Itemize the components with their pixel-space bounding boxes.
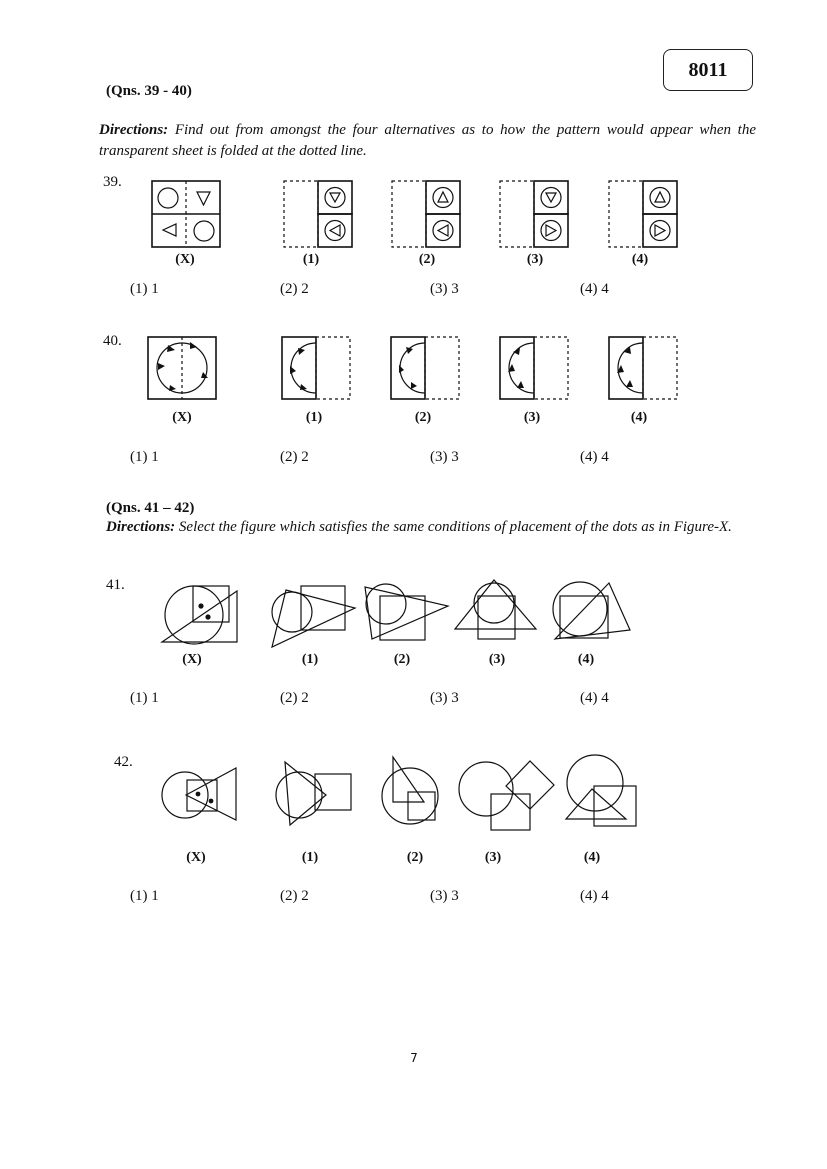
- answer-option-2[interactable]: (2) 2: [280, 888, 309, 904]
- q41-figure-2: [365, 584, 448, 640]
- figure-label: (3): [526, 252, 544, 267]
- figure-label: (3): [484, 850, 502, 865]
- q39-figure-3: [500, 181, 568, 247]
- figure-label: (2): [418, 252, 436, 267]
- answer-option-4[interactable]: (4) 4: [580, 888, 609, 904]
- figure-label: (2): [406, 850, 424, 865]
- figure-label: (3): [523, 410, 541, 425]
- q39-figure-1: [284, 181, 352, 247]
- answer-option-4[interactable]: (4) 4: [580, 449, 609, 465]
- figure-label: (X): [175, 252, 195, 267]
- directions-label: Directions:: [99, 122, 169, 138]
- section-heading-41-42: (Qns. 41 – 42): [106, 500, 195, 516]
- answer-option-1[interactable]: (1) 1: [130, 888, 159, 904]
- q39-figure-x: [152, 181, 220, 247]
- figure-label: (1): [301, 850, 319, 865]
- answer-option-3[interactable]: (3) 3: [430, 281, 459, 297]
- q39-figure-4: [609, 181, 677, 247]
- question-number: 42.: [114, 754, 133, 770]
- q40-figure-3: [500, 337, 568, 399]
- answer-option-4[interactable]: (4) 4: [580, 690, 609, 706]
- q42-figure-3: [459, 761, 554, 830]
- question-number: 41.: [106, 577, 125, 593]
- figure-label: (4): [583, 850, 601, 865]
- answer-option-3[interactable]: (3) 3: [430, 690, 459, 706]
- q42-figure-4: [566, 755, 636, 826]
- figure-label: (1): [302, 252, 320, 267]
- q41-figure-x: [162, 586, 237, 644]
- answer-option-2[interactable]: (2) 2: [280, 281, 309, 297]
- answer-option-1[interactable]: (1) 1: [130, 690, 159, 706]
- section-heading-39-40: (Qns. 39 - 40): [106, 83, 192, 99]
- question-number: 40.: [103, 333, 122, 349]
- q40-figure-2: [391, 337, 459, 399]
- q42-figure-2: [382, 757, 438, 824]
- q42-figure-1: [276, 762, 351, 825]
- q42-figure-x: [162, 768, 236, 820]
- directions-text: Select the figure which satisfies the same conditions of placement of the dots as in Figure-X.: [175, 519, 732, 535]
- figure-label: (X): [172, 410, 192, 425]
- directions-41-42: [106, 517, 756, 538]
- q41-figure-1: [272, 586, 355, 647]
- figure-label: (X): [186, 850, 206, 865]
- figure-label: (1): [305, 410, 323, 425]
- answer-option-4[interactable]: (4) 4: [580, 281, 609, 297]
- q41-figure-3: [455, 580, 536, 639]
- q39-figure-2: [392, 181, 460, 247]
- q41-figure-4: [553, 582, 630, 639]
- directions-label: Directions:: [106, 519, 176, 535]
- figure-label: (3): [488, 652, 506, 667]
- page-number: 7: [410, 1051, 418, 1065]
- directions-text: Find out from amongst the four alternatives as to how the pattern would appear when the transparent sheet is folded at the dotted line.: [99, 122, 756, 159]
- figure-label: (1): [301, 652, 319, 667]
- answer-option-3[interactable]: (3) 3: [430, 888, 459, 904]
- figure-label: (2): [393, 652, 411, 667]
- answer-option-1[interactable]: (1) 1: [130, 281, 159, 297]
- figure-label: (4): [630, 410, 648, 425]
- figure-label: (2): [414, 410, 432, 425]
- answer-option-2[interactable]: (2) 2: [280, 449, 309, 465]
- q40-figure-1: [282, 337, 350, 399]
- answer-option-1[interactable]: (1) 1: [130, 449, 159, 465]
- q40-figure-4: [609, 337, 677, 399]
- figure-label: (4): [631, 252, 649, 267]
- q40-figure-x: [148, 337, 216, 399]
- answer-option-3[interactable]: (3) 3: [430, 449, 459, 465]
- figure-label: (X): [182, 652, 202, 667]
- answer-option-2[interactable]: (2) 2: [280, 690, 309, 706]
- figure-label: (4): [577, 652, 595, 667]
- question-number: 39.: [103, 174, 122, 190]
- paper-code: 8011: [688, 58, 728, 81]
